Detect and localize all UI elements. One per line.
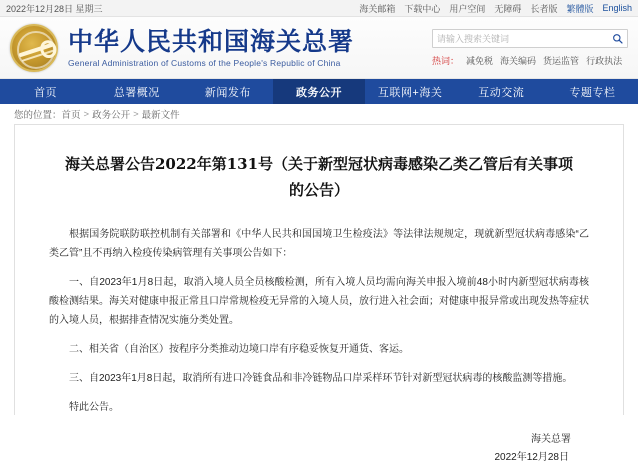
top-utility-bar — [0, 0, 638, 17]
site-title-block — [68, 27, 354, 69]
site-title-en: General Administration of Customs of the People's Republic of China — [68, 57, 341, 68]
nav-item-home[interactable]: 首页 — [34, 86, 58, 99]
document-signature: 海关总署 — [531, 434, 571, 445]
page-scrollbar[interactable] — [633, 0, 638, 415]
breadcrumb-item-home[interactable]: 首页 — [61, 110, 81, 121]
breadcrumb-separator-2: > — [133, 108, 139, 120]
customs-emblem-icon — [10, 24, 58, 72]
search-box[interactable] — [432, 29, 628, 48]
breadcrumb-prefix: 您的位置： — [14, 110, 62, 121]
top-link-elder[interactable]: 长者版 — [530, 3, 558, 14]
top-link-traditional[interactable]: 繁體版 — [566, 3, 594, 14]
hot-keyword-2[interactable]: 海关编码 — [500, 56, 537, 66]
nav-item-news[interactable]: 新闻发布 — [204, 86, 251, 99]
breadcrumb-separator-1: > — [83, 108, 90, 120]
document-signature-block — [49, 431, 589, 467]
search-icon — [612, 33, 623, 44]
document-card — [14, 124, 624, 463]
top-link-userspace[interactable]: 用户空间 — [449, 3, 486, 14]
document-sign-date: 2022年12月28日 — [494, 452, 569, 463]
site-title-cn: 中华人民共和国海关总署 — [68, 26, 355, 56]
document-paragraph-2: 一、自2023年1月8日起，取消入境人员全员核酸检测，所有入境人员均需向海关申报入境前48小时内新型冠状病毒核酸检测结果。海关对健康申报正常且口岸常规检疫无异常的入境人员，放行进入社会面；对健康申报异常或出现发热等症状的入境人员，根据排查情况实施分类处置。 — [49, 277, 589, 326]
document-paragraph-1: 根据国务院联防联控机制有关部署和《中华人民共和国国境卫生检疫法》等法律法规规定，现就新型冠状病毒感染“乙类乙管”且不再纳入检疫传染病管理有关事项公告如下： — [49, 229, 589, 259]
breadcrumb-item-government-affairs[interactable]: 政务公开 — [92, 110, 131, 121]
search-button[interactable] — [607, 30, 627, 47]
document-body — [49, 225, 589, 417]
document-paragraph-4: 三、自2023年1月8日起，取消所有进口冷链食品和非冷链物品口岸采样环节针对新型冠状病毒的核酸监测等措施。 — [69, 373, 573, 384]
nav-item-interaction[interactable]: 互动交流 — [478, 86, 525, 99]
top-link-accessibility[interactable]: 无障碍 — [494, 3, 522, 14]
top-links — [359, 2, 632, 15]
nav-item-internet-customs[interactable]: 互联网+海关 — [377, 86, 443, 99]
current-date: 2022年12月28日 星期三 — [6, 3, 103, 14]
hot-keywords-label: 热词： — [432, 56, 460, 66]
hot-keywords — [432, 54, 628, 67]
site-masthead — [0, 17, 638, 79]
nav-item-overview[interactable]: 总署概况 — [113, 86, 160, 99]
top-link-english[interactable]: English — [602, 3, 632, 13]
nav-item-topics[interactable]: 专题专栏 — [569, 86, 616, 99]
search-input[interactable] — [433, 30, 607, 47]
breadcrumb-item-latest-documents[interactable]: 最新文件 — [141, 110, 180, 121]
nav-item-government-affairs[interactable]: 政务公开 — [273, 79, 364, 104]
breadcrumb — [0, 104, 638, 124]
top-link-download[interactable]: 下载中心 — [404, 3, 441, 14]
hot-keyword-3[interactable]: 货运监管 — [543, 56, 580, 66]
main-navigation — [0, 79, 638, 104]
document-paragraph-5: 特此公告。 — [69, 402, 119, 413]
document-title: 海关总署公告2022年第131号（关于新型冠状病毒感染乙类乙管后有关事项的公告） — [64, 155, 574, 199]
top-link-mail[interactable]: 海关邮箱 — [359, 3, 396, 14]
hot-keyword-4[interactable]: 行政执法 — [586, 56, 623, 66]
search-area — [432, 29, 628, 67]
document-paragraph-3: 二、相关省（自治区）按程序分类推动边境口岸有序稳妥恢复开通货、客运。 — [69, 344, 409, 355]
hot-keyword-1[interactable]: 减免税 — [466, 56, 494, 66]
